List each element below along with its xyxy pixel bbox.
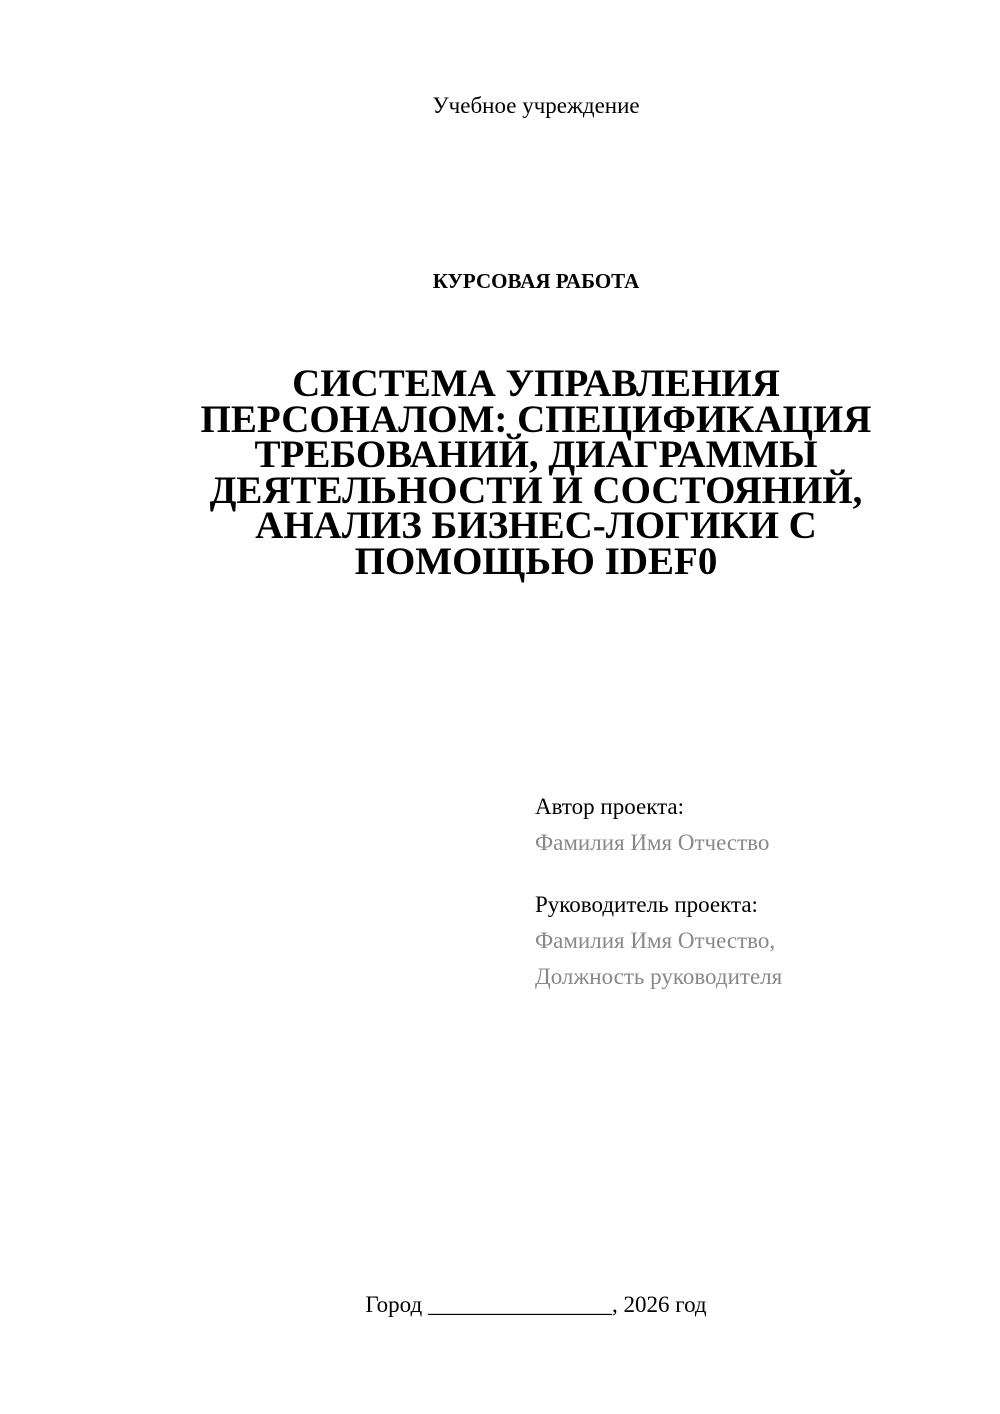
supervisor-name: Фамилия Имя Отчество, [535, 928, 776, 953]
city-year-footer: Город ________________, 2026 год [365, 1292, 707, 1317]
credits-block [535, 789, 975, 995]
work-title: СИСТЕМА УПРАВЛЕНИЯ ПЕРСОНАЛОМ: СПЕЦИФИКАЦИЯ ТРЕБОВАНИЙ, ДИАГРАММЫ ДЕЯТЕЛЬНОСТИ И СОСТОЯНИЙ, АНАЛИЗ БИЗНЕС-ЛОГИКИ С ПОМОЩЬЮ IDEF0 [200, 362, 872, 583]
supervisor-label: Руководитель проекта: [535, 892, 758, 917]
author-block [535, 789, 975, 861]
institution-name: Учебное учреждение [432, 93, 640, 118]
supervisor-position: Должность руководителя [535, 964, 783, 989]
author-name: Фамилия Имя Отчество [535, 830, 770, 855]
author-label: Автор проекта: [535, 794, 684, 819]
work-type-heading: КУРСОВАЯ РАБОТА [432, 269, 640, 293]
supervisor-block [535, 887, 975, 995]
